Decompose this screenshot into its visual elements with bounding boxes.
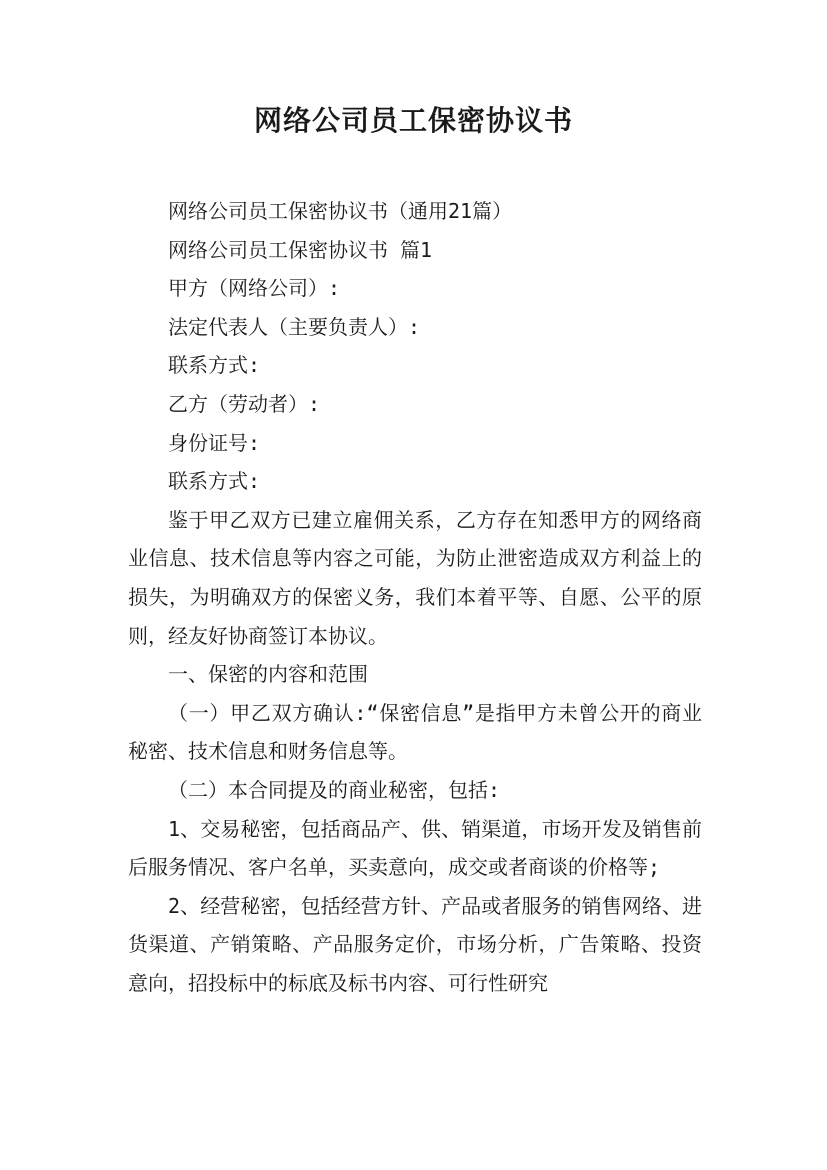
subtitle-collection: 网络公司员工保密协议书（通用21篇） [168,199,513,223]
party-b-contact-field: 联系方式: [168,469,261,494]
id-number-field: 身份证号: [168,430,261,455]
item-2-paragraph: 2、经营秘密，包括经营方针、产品或者服务的销售网络、进货渠道、产销策略、产品服务定价，市场分析，广告策略、投资意向，招投标中的标底及标书内容、可行性研究 [128,893,702,995]
party-a-contact-field: 联系方式: [168,353,261,378]
party-b-field: 乙方（劳动者）: [168,391,321,416]
party-a-field: 甲方（网络公司）: [168,276,341,301]
subtitle-article-1: 网络公司员工保密协议书 篇1 [168,237,433,262]
preamble-paragraph: 鉴于甲乙双方已建立雇佣关系，乙方存在知悉甲方的网络商业信息、技术信息等内容之可能，为防止泄密造成双方利益上的损失，为明确双方的保密义务，我们本着平等、自愿、公平的原则，经友好协商签订本协议。 [128,507,702,648]
clause-1-paragraph: （一）甲乙双方确认:“保密信息”是指甲方未曾公开的商业秘密、技术信息和财务信息等。 [128,700,702,764]
section-heading-scope: 一、保密的内容和范围 [168,662,368,687]
document-body [128,192,702,1002]
document-title: 网络公司员工保密协议书 [253,104,573,137]
legal-representative-field: 法定代表人（主要负责人）: [168,314,421,339]
item-1-paragraph: 1、交易秘密，包括商品产、供、销渠道，市场开发及销售前后服务情况、客户名单，买卖意向，成交或者商谈的价格等; [128,816,702,880]
clause-2-paragraph: （二）本合同提及的商业秘密，包括: [168,777,501,802]
